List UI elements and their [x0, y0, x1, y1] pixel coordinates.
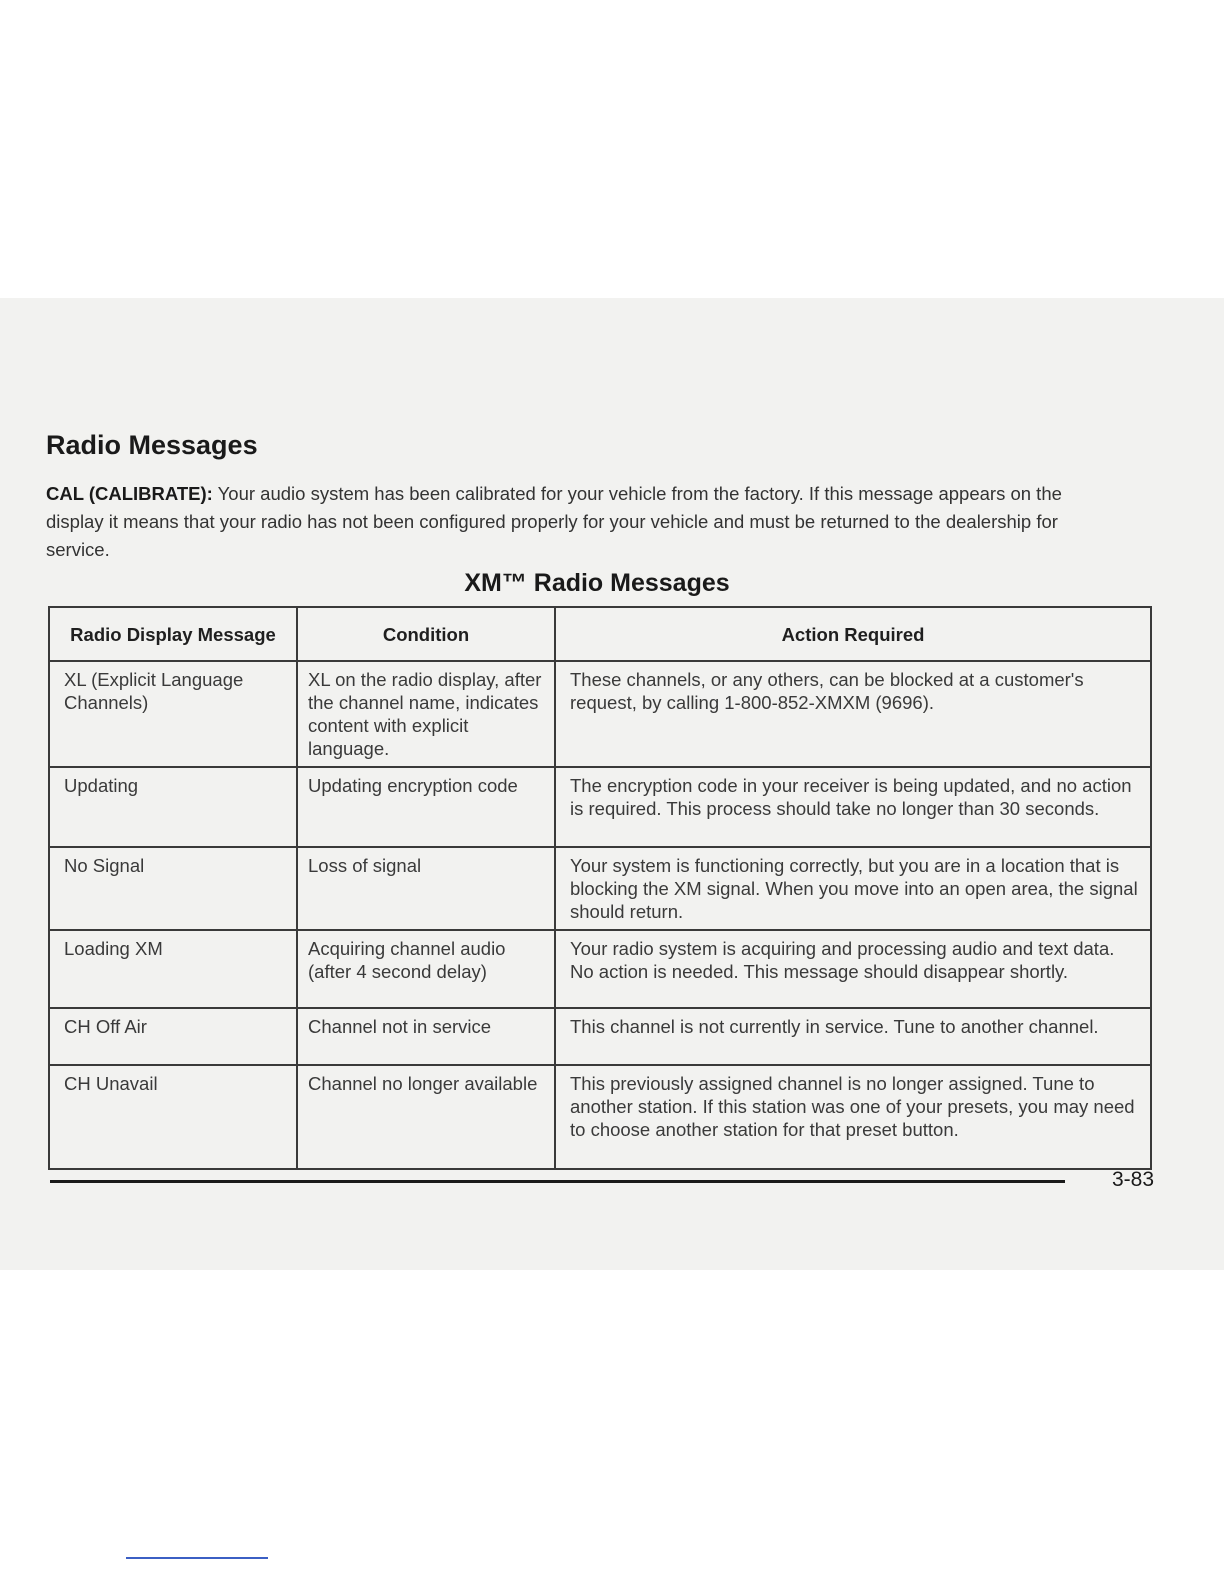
message-cell: Loading XM	[49, 930, 297, 1008]
table-row	[49, 847, 1151, 930]
action-cell: Your system is functioning correctly, but you are in a location that is blocking the XM signal. When you move into an open area, the signal should return.	[555, 847, 1151, 930]
message-cell: Updating	[49, 767, 297, 847]
condition-cell: Acquiring channel audio (after 4 second delay)	[297, 930, 555, 1008]
message-cell: No Signal	[49, 847, 297, 930]
cal-term: CAL (CALIBRATE):	[46, 483, 213, 504]
condition-cell: Updating encryption code	[297, 767, 555, 847]
message-cell: CH Unavail	[49, 1065, 297, 1169]
condition-cell: Channel no longer available	[297, 1065, 555, 1169]
action-cell: This previously assigned channel is no longer assigned. Tune to another station. If this station was one of your presets, you may need to choose another station for that preset button.	[555, 1065, 1151, 1169]
table-row	[49, 1065, 1151, 1169]
action-cell: This channel is not currently in service. Tune to another channel.	[555, 1008, 1151, 1065]
table-row	[49, 661, 1151, 767]
condition-cell: Channel not in service	[297, 1008, 555, 1065]
table-row	[49, 767, 1151, 847]
cal-paragraph	[46, 480, 1121, 564]
table-header-row	[49, 607, 1151, 661]
page-number: 3-83	[1112, 1168, 1155, 1191]
xm-messages-table	[48, 606, 1152, 1170]
message-cell: XL (Explicit Language Channels)	[49, 661, 297, 767]
header-radio-display-message: Radio Display Message	[49, 607, 297, 661]
header-action-required: Action Required	[555, 607, 1151, 661]
condition-cell: XL on the radio display, after the channel name, indicates content with explicit language.	[297, 661, 555, 767]
action-cell: Your radio system is acquiring and processing audio and text data. No action is needed. This message should disappear shortly.	[555, 930, 1151, 1008]
footer-rule	[50, 1180, 1065, 1183]
action-cell: These channels, or any others, can be blocked at a customer's request, by calling 1-800-852-XMXM (9696).	[555, 661, 1151, 767]
message-cell: CH Off Air	[49, 1008, 297, 1065]
section-title: Radio Messages	[46, 430, 258, 460]
bottom-divider	[126, 1557, 268, 1559]
table-row	[49, 1008, 1151, 1065]
header-condition: Condition	[297, 607, 555, 661]
table-title: XM™ Radio Messages	[464, 569, 730, 597]
cal-description: Your audio system has been calibrated for your vehicle from the factory. If this message appears on the display it means that your radio has not been configured properly for your vehicle and must be returned to the dealership for service.	[46, 483, 1062, 560]
action-cell: The encryption code in your receiver is being updated, and no action is required. This process should take no longer than 30 seconds.	[555, 767, 1151, 847]
table-row	[49, 930, 1151, 1008]
condition-cell: Loss of signal	[297, 847, 555, 930]
